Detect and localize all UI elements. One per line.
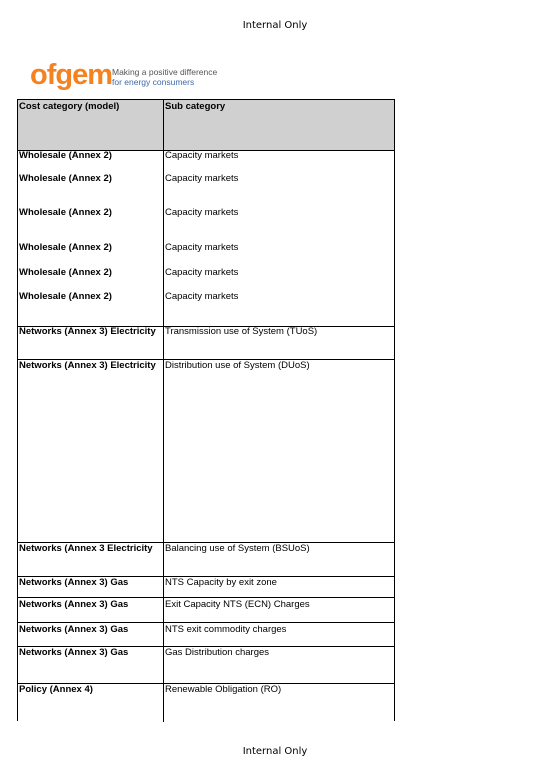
row-sub: Capacity markets	[165, 242, 239, 253]
row-category: Networks (Annex 3) Gas	[19, 577, 129, 588]
row-sub: NTS Capacity by exit zone	[165, 577, 277, 588]
column-divider	[163, 100, 164, 722]
row-sub: Capacity markets	[165, 267, 239, 278]
row-category: Wholesale (Annex 2)	[19, 242, 112, 253]
row-category: Wholesale (Annex 2)	[19, 150, 112, 161]
page-header: Internal Only	[242, 20, 308, 31]
logo-wordmark: ofgem	[30, 59, 112, 91]
logo-tagline-line2: for energy consumers	[112, 77, 195, 87]
row-sub: Capacity markets	[165, 207, 239, 218]
row-sub: NTS exit commodity charges	[165, 624, 287, 635]
row-category: Wholesale (Annex 2)	[19, 267, 112, 278]
row-sub: Capacity markets	[165, 173, 239, 184]
cost-table	[17, 99, 395, 721]
page-footer: Internal Only	[242, 746, 308, 757]
row-category: Networks (Annex 3) Gas	[19, 624, 129, 635]
row-category: Wholesale (Annex 2)	[19, 207, 112, 218]
row-divider	[18, 597, 394, 598]
row-sub: Gas Distribution charges	[165, 647, 270, 658]
row-divider	[18, 622, 394, 623]
row-sub: Renewable Obligation (RO)	[165, 684, 282, 695]
logo-tagline-line1: Making a positive difference	[112, 67, 218, 77]
row-category: Networks (Annex 3) Gas	[19, 647, 129, 658]
row-sub: Distribution use of System (DUoS)	[165, 360, 310, 371]
row-category: Networks (Annex 3) Electricity	[19, 360, 156, 371]
header-cost-category: Cost category (model)	[19, 101, 120, 112]
row-sub: Capacity markets	[165, 291, 239, 302]
row-sub: Exit Capacity NTS (ECN) Charges	[165, 599, 310, 610]
row-sub: Balancing use of System (BSUoS)	[165, 543, 310, 554]
row-category: Networks (Annex 3) Gas	[19, 599, 129, 610]
row-category: Networks (Annex 3) Electricity	[19, 326, 156, 337]
row-category: Networks (Annex 3 Electricity	[19, 543, 153, 554]
ofgem-logo	[30, 60, 220, 95]
row-category: Wholesale (Annex 2)	[19, 291, 112, 302]
row-category: Wholesale (Annex 2)	[19, 173, 112, 184]
row-sub: Capacity markets	[165, 150, 239, 161]
header-sub-category: Sub category	[165, 101, 226, 112]
row-sub: Transmission use of System (TUoS)	[165, 326, 318, 337]
row-category: Policy (Annex 4)	[19, 684, 93, 695]
